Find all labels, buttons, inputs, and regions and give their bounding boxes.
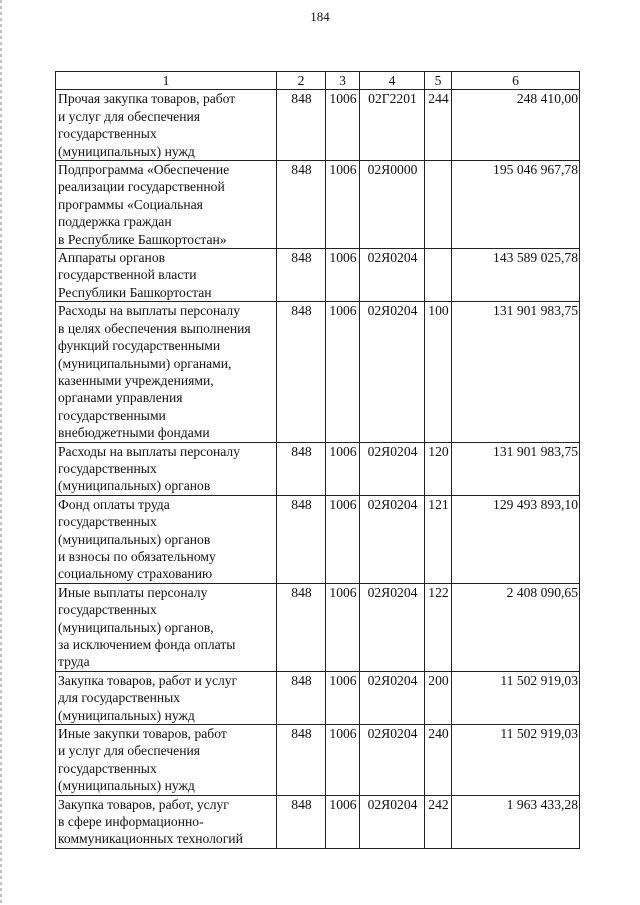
- row-expense-type: 200: [425, 671, 452, 724]
- row-amount: 131 901 983,75: [452, 442, 580, 495]
- row-name-cell: Расходы на выплаты персоналу государственных (муниципальных) органов: [56, 442, 277, 495]
- row-target-code: 02Я0204: [360, 249, 425, 302]
- row-amount: 11 502 919,03: [452, 671, 580, 724]
- header-col-4: 4: [360, 72, 425, 90]
- row-target-code: 02Г2201: [360, 90, 425, 161]
- header-col-2: 2: [277, 72, 326, 90]
- row-name-cell: Иные закупки товаров, работ и услуг для обеспечения государственных (муниципальных) нужд: [56, 725, 277, 796]
- row-target-code: 02Я0204: [360, 583, 425, 671]
- row-amount: 143 589 025,78: [452, 249, 580, 302]
- row-amount: 131 901 983,75: [452, 302, 580, 442]
- row-name-cell: Подпрограмма «Обеспечение реализации государственной программы «Социальная поддержка граждан в Республике Башкортостан»: [56, 161, 277, 249]
- budget-table: [55, 71, 580, 849]
- row-target-code: 02Я0204: [360, 725, 425, 796]
- table-row: [56, 249, 580, 302]
- table-row: [56, 442, 580, 495]
- row-expense-type: [425, 161, 452, 249]
- row-section-code: 1006: [326, 671, 360, 724]
- row-section-code: 1006: [326, 442, 360, 495]
- table-row: [56, 90, 580, 161]
- row-ved-code: 848: [277, 442, 326, 495]
- table-row: [56, 725, 580, 796]
- row-ved-code: 848: [277, 249, 326, 302]
- table-row: [56, 302, 580, 442]
- header-row: [56, 72, 580, 90]
- row-section-code: 1006: [326, 90, 360, 161]
- row-section-code: 1006: [326, 249, 360, 302]
- row-expense-type: 240: [425, 725, 452, 796]
- row-name-cell: Иные выплаты персоналу государственных (муниципальных) органов, за исключением фонда оплаты труда: [56, 583, 277, 671]
- row-ved-code: 848: [277, 161, 326, 249]
- page-number: 184: [310, 9, 330, 24]
- row-amount: 129 493 893,10: [452, 495, 580, 583]
- row-amount: 248 410,00: [452, 90, 580, 161]
- scan-left-edge: [0, 0, 2, 905]
- row-ved-code: 848: [277, 302, 326, 442]
- row-ved-code: 848: [277, 671, 326, 724]
- table-row: [56, 495, 580, 583]
- header-col-3: 3: [326, 72, 360, 90]
- row-name-cell: Фонд оплаты труда государственных (муниципальных) органов и взносы по обязательному социальному страхованию: [56, 495, 277, 583]
- row-target-code: 02Я0204: [360, 671, 425, 724]
- row-amount: 11 502 919,03: [452, 725, 580, 796]
- row-section-code: 1006: [326, 583, 360, 671]
- row-expense-type: 100: [425, 302, 452, 442]
- row-name-cell: Прочая закупка товаров, работ и услуг для обеспечения государственных (муниципальных) нужд: [56, 90, 277, 161]
- row-ved-code: 848: [277, 495, 326, 583]
- row-target-code: 02Я0000: [360, 161, 425, 249]
- row-section-code: 1006: [326, 495, 360, 583]
- row-target-code: 02Я0204: [360, 442, 425, 495]
- row-expense-type: [425, 249, 452, 302]
- row-section-code: 1006: [326, 725, 360, 796]
- row-amount: 2 408 090,65: [452, 583, 580, 671]
- row-ved-code: 848: [277, 90, 326, 161]
- row-expense-type: 122: [425, 583, 452, 671]
- header-col-1: 1: [56, 72, 277, 90]
- row-section-code: 1006: [326, 302, 360, 442]
- table-header: [56, 72, 580, 90]
- row-target-code: 02Я0204: [360, 495, 425, 583]
- row-name-cell: Аппараты органов государственной власти Республики Башкортостан: [56, 249, 277, 302]
- row-name-cell: Закупка товаров, работ, услуг в сфере информационно- коммуникационных технологий: [56, 795, 277, 848]
- row-section-code: 1006: [326, 161, 360, 249]
- row-ved-code: 848: [277, 725, 326, 796]
- table-body: [56, 90, 580, 848]
- table-row: [56, 671, 580, 724]
- row-name-cell: Расходы на выплаты персоналу в целях обеспечения выполнения функций государственными (муниципальными) органами, казенными учреждениями, органами управления государственными внебюджетными фондами: [56, 302, 277, 442]
- row-target-code: 02Я0204: [360, 795, 425, 848]
- row-expense-type: 244: [425, 90, 452, 161]
- row-name-cell: Закупка товаров, работ и услуг для государственных (муниципальных) нужд: [56, 671, 277, 724]
- table-row: [56, 583, 580, 671]
- table-row: [56, 161, 580, 249]
- row-ved-code: 848: [277, 795, 326, 848]
- table-row: [56, 795, 580, 848]
- row-target-code: 02Я0204: [360, 302, 425, 442]
- row-expense-type: 121: [425, 495, 452, 583]
- row-expense-type: 120: [425, 442, 452, 495]
- row-expense-type: 242: [425, 795, 452, 848]
- row-section-code: 1006: [326, 795, 360, 848]
- row-amount: 195 046 967,78: [452, 161, 580, 249]
- header-col-6: 6: [452, 72, 580, 90]
- header-col-5: 5: [425, 72, 452, 90]
- row-amount: 1 963 433,28: [452, 795, 580, 848]
- row-ved-code: 848: [277, 583, 326, 671]
